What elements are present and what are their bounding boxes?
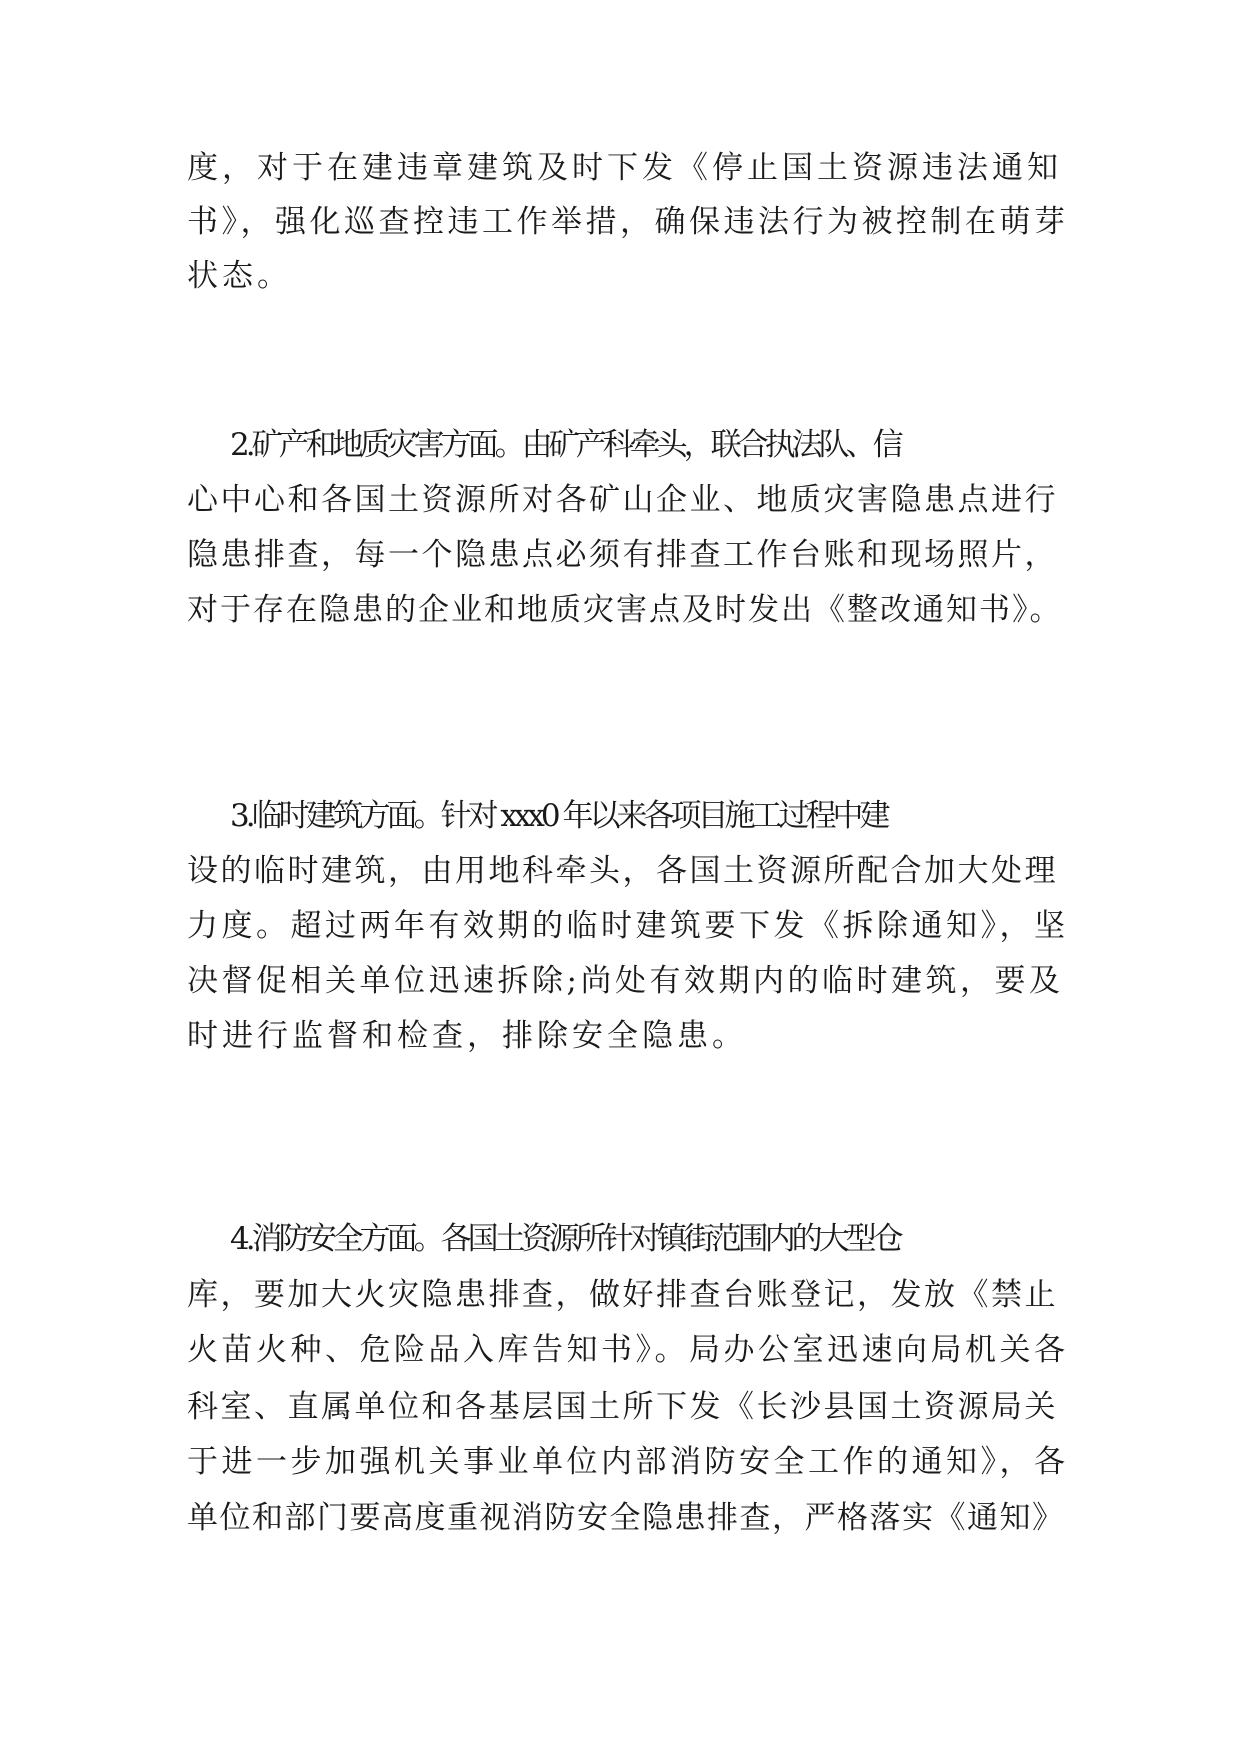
paragraph-line: 3.临时建筑方面。针对 xxx0 年以来各项目施工过程中建 <box>230 798 887 834</box>
paragraph-line: 科室、直属单位和各基层国土所下发《长沙县国土资源局关 <box>187 1389 1058 1425</box>
paragraph-line: 对于存在隐患的企业和地质灾害点及时发出《整改通知书》。 <box>187 592 1063 628</box>
paragraph-line: 书》，强化巡查控违工作举措，确保违法行为被控制在萌芽 <box>187 204 1069 240</box>
paragraph-line: 设的临时建筑，由用地科牵头，各国土资源所配合加大处理 <box>187 853 1058 889</box>
paragraph-line: 时进行监督和检查，排除安全隐患。 <box>187 1018 747 1054</box>
paragraph-line: 状态。 <box>187 258 292 294</box>
paragraph-line: 度，对于在建违章建筑及时下发《停止国土资源违法通知 <box>187 150 1062 186</box>
paragraph-line: 单位和部门要高度重视消防安全隐患排查，严格落实《通知》 <box>187 1500 1065 1536</box>
paragraph-line: 火苗火种、危险品入库告知书》。局办公室迅速向局机关各 <box>187 1332 1069 1368</box>
paragraph-line: 4.消防安全方面。各国土资源所针对镇街范围内的大型仓 <box>230 1221 900 1257</box>
paragraph-line: 力度。超过两年有效期的临时建筑要下发《拆除通知》，坚 <box>187 908 1069 944</box>
paragraph-line: 隐患排查，每一个隐患点必须有排查工作台账和现场照片， <box>187 537 1058 573</box>
paragraph-line: 决督促相关单位迅速拆除;尚处有效期内的临时建筑，要及 <box>187 963 1064 999</box>
paragraph-line: 2.矿产和地质灾害方面。由矿产科牵头，联合执法队、信 <box>230 427 900 463</box>
paragraph-line: 心中心和各国土资源所对各矿山企业、地质灾害隐患点进行 <box>187 482 1058 518</box>
paragraph-line: 于进一步加强机关事业单位内部消防安全工作的通知》，各 <box>187 1444 1069 1480</box>
paragraph-line: 库，要加大火灾隐患排查，做好排查台账登记，发放《禁止 <box>187 1277 1058 1313</box>
